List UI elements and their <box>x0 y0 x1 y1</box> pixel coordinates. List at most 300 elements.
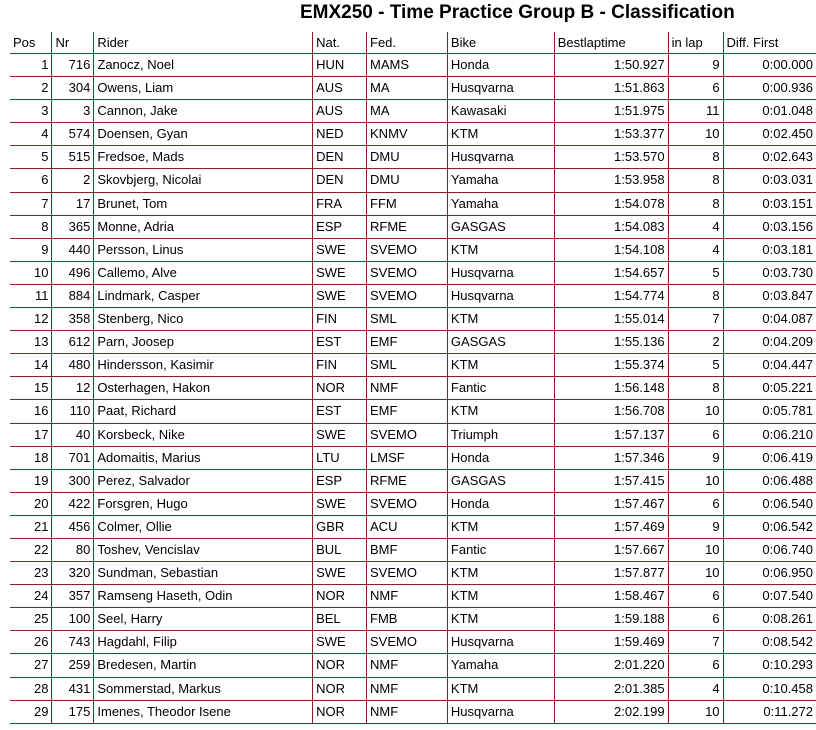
header-rider: Rider <box>94 32 313 54</box>
table-row <box>10 585 816 608</box>
cell-nr: 716 <box>52 54 94 77</box>
cell-nat: SWE <box>313 423 367 446</box>
cell-nat: ESP <box>313 469 367 492</box>
cell-rider: Callemo, Alve <box>94 261 313 284</box>
cell-fed: SVEMO <box>367 423 448 446</box>
cell-bike: Husqvarna <box>447 284 554 307</box>
cell-in-lap: 10 <box>668 400 723 423</box>
cell-in-lap: 2 <box>668 331 723 354</box>
cell-bike: KTM <box>447 515 554 538</box>
cell-nr: 440 <box>52 238 94 261</box>
cell-nr: 40 <box>52 423 94 446</box>
table-row <box>10 215 816 238</box>
cell-nr: 743 <box>52 631 94 654</box>
cell-diff-first: 0:03.031 <box>723 169 816 192</box>
cell-fed: RFME <box>367 215 448 238</box>
cell-nat: BUL <box>313 538 367 561</box>
cell-diff-first: 0:01.048 <box>723 100 816 123</box>
cell-nr: 884 <box>52 284 94 307</box>
cell-fed: FMB <box>367 608 448 631</box>
table-row <box>10 192 816 215</box>
cell-pos: 15 <box>10 377 52 400</box>
cell-diff-first: 0:06.210 <box>723 423 816 446</box>
cell-rider: Persson, Linus <box>94 238 313 261</box>
cell-pos: 29 <box>10 700 52 723</box>
cell-nat: NOR <box>313 654 367 677</box>
cell-rider: Hindersson, Kasimir <box>94 354 313 377</box>
cell-nr: 480 <box>52 354 94 377</box>
cell-diff-first: 0:10.293 <box>723 654 816 677</box>
cell-nat: NOR <box>313 677 367 700</box>
cell-rider: Perez, Salvador <box>94 469 313 492</box>
cell-pos: 9 <box>10 238 52 261</box>
cell-bestlaptime: 1:53.570 <box>554 146 668 169</box>
cell-rider: Skovbjerg, Nicolai <box>94 169 313 192</box>
table-row <box>10 631 816 654</box>
cell-nat: NOR <box>313 585 367 608</box>
cell-fed: SVEMO <box>367 238 448 261</box>
cell-bestlaptime: 1:59.469 <box>554 631 668 654</box>
cell-bestlaptime: 1:57.877 <box>554 562 668 585</box>
header-fed: Fed. <box>367 32 448 54</box>
cell-pos: 8 <box>10 215 52 238</box>
cell-nat: FIN <box>313 308 367 331</box>
cell-diff-first: 0:03.156 <box>723 215 816 238</box>
cell-nr: 320 <box>52 562 94 585</box>
table-row <box>10 354 816 377</box>
cell-bestlaptime: 1:54.083 <box>554 215 668 238</box>
cell-in-lap: 9 <box>668 54 723 77</box>
cell-pos: 22 <box>10 538 52 561</box>
cell-diff-first: 0:08.542 <box>723 631 816 654</box>
cell-pos: 16 <box>10 400 52 423</box>
cell-nat: FIN <box>313 354 367 377</box>
cell-bike: Kawasaki <box>447 100 554 123</box>
cell-nr: 175 <box>52 700 94 723</box>
cell-nat: SWE <box>313 284 367 307</box>
cell-bike: Husqvarna <box>447 146 554 169</box>
cell-rider: Hagdahl, Filip <box>94 631 313 654</box>
cell-bike: KTM <box>447 585 554 608</box>
cell-rider: Stenberg, Nico <box>94 308 313 331</box>
cell-nr: 515 <box>52 146 94 169</box>
cell-bestlaptime: 1:57.346 <box>554 446 668 469</box>
cell-bestlaptime: 2:01.220 <box>554 654 668 677</box>
cell-diff-first: 0:02.643 <box>723 146 816 169</box>
cell-bike: Husqvarna <box>447 77 554 100</box>
table-row <box>10 700 816 723</box>
cell-diff-first: 0:06.419 <box>723 446 816 469</box>
cell-fed: MAMS <box>367 54 448 77</box>
cell-nat: GBR <box>313 515 367 538</box>
cell-nat: DEN <box>313 169 367 192</box>
table-row <box>10 400 816 423</box>
cell-bike: GASGAS <box>447 469 554 492</box>
cell-bestlaptime: 1:54.078 <box>554 192 668 215</box>
cell-fed: SVEMO <box>367 284 448 307</box>
cell-diff-first: 0:11.272 <box>723 700 816 723</box>
table-row <box>10 77 816 100</box>
cell-nat: SWE <box>313 492 367 515</box>
cell-nr: 3 <box>52 100 94 123</box>
cell-nr: 259 <box>52 654 94 677</box>
cell-pos: 4 <box>10 123 52 146</box>
cell-rider: Doensen, Gyan <box>94 123 313 146</box>
cell-pos: 28 <box>10 677 52 700</box>
cell-bike: KTM <box>447 562 554 585</box>
cell-fed: NMF <box>367 654 448 677</box>
cell-bike: Yamaha <box>447 169 554 192</box>
cell-rider: Brunet, Tom <box>94 192 313 215</box>
cell-fed: SVEMO <box>367 562 448 585</box>
table-row <box>10 308 816 331</box>
cell-nat: SWE <box>313 261 367 284</box>
cell-nat: FRA <box>313 192 367 215</box>
cell-bike: Honda <box>447 54 554 77</box>
cell-nr: 358 <box>52 308 94 331</box>
cell-bike: Husqvarna <box>447 700 554 723</box>
cell-rider: Parn, Joosep <box>94 331 313 354</box>
cell-in-lap: 5 <box>668 354 723 377</box>
cell-bestlaptime: 1:50.927 <box>554 54 668 77</box>
header-pos: Pos <box>10 32 52 54</box>
cell-nr: 365 <box>52 215 94 238</box>
cell-nr: 100 <box>52 608 94 631</box>
cell-diff-first: 0:02.450 <box>723 123 816 146</box>
cell-rider: Sundman, Sebastian <box>94 562 313 585</box>
cell-in-lap: 8 <box>668 284 723 307</box>
cell-fed: EMF <box>367 331 448 354</box>
table-row <box>10 492 816 515</box>
table-row <box>10 377 816 400</box>
cell-pos: 11 <box>10 284 52 307</box>
table-row <box>10 608 816 631</box>
cell-nat: NOR <box>313 377 367 400</box>
cell-bestlaptime: 1:54.108 <box>554 238 668 261</box>
cell-bike: KTM <box>447 677 554 700</box>
cell-bestlaptime: 1:57.667 <box>554 538 668 561</box>
cell-in-lap: 10 <box>668 700 723 723</box>
cell-nat: DEN <box>313 146 367 169</box>
cell-bestlaptime: 1:55.136 <box>554 331 668 354</box>
cell-bike: Husqvarna <box>447 261 554 284</box>
cell-bestlaptime: 1:56.708 <box>554 400 668 423</box>
cell-fed: NMF <box>367 677 448 700</box>
cell-in-lap: 9 <box>668 446 723 469</box>
cell-in-lap: 6 <box>668 423 723 446</box>
table-row <box>10 562 816 585</box>
cell-diff-first: 0:05.781 <box>723 400 816 423</box>
cell-fed: SVEMO <box>367 631 448 654</box>
cell-rider: Bredesen, Martin <box>94 654 313 677</box>
cell-diff-first: 0:00.000 <box>723 54 816 77</box>
cell-diff-first: 0:03.181 <box>723 238 816 261</box>
cell-pos: 26 <box>10 631 52 654</box>
cell-bike: KTM <box>447 308 554 331</box>
cell-nr: 357 <box>52 585 94 608</box>
cell-rider: Zanocz, Noel <box>94 54 313 77</box>
cell-rider: Cannon, Jake <box>94 100 313 123</box>
table-row <box>10 54 816 77</box>
cell-rider: Ramseng Haseth, Odin <box>94 585 313 608</box>
cell-fed: DMU <box>367 146 448 169</box>
cell-bestlaptime: 1:53.377 <box>554 123 668 146</box>
header-diff-first: Diff. First <box>723 32 816 54</box>
cell-nat: AUS <box>313 77 367 100</box>
cell-diff-first: 0:06.542 <box>723 515 816 538</box>
cell-diff-first: 0:08.261 <box>723 608 816 631</box>
cell-bike: KTM <box>447 354 554 377</box>
cell-fed: MA <box>367 77 448 100</box>
cell-fed: NMF <box>367 377 448 400</box>
cell-rider: Forsgren, Hugo <box>94 492 313 515</box>
cell-nr: 17 <box>52 192 94 215</box>
cell-nr: 422 <box>52 492 94 515</box>
cell-bike: KTM <box>447 123 554 146</box>
cell-rider: Seel, Harry <box>94 608 313 631</box>
cell-in-lap: 4 <box>668 677 723 700</box>
cell-bike: Yamaha <box>447 654 554 677</box>
cell-nat: ESP <box>313 215 367 238</box>
cell-in-lap: 8 <box>668 192 723 215</box>
cell-pos: 20 <box>10 492 52 515</box>
cell-nat: EST <box>313 400 367 423</box>
cell-rider: Colmer, Ollie <box>94 515 313 538</box>
cell-pos: 1 <box>10 54 52 77</box>
cell-in-lap: 4 <box>668 238 723 261</box>
cell-pos: 21 <box>10 515 52 538</box>
cell-in-lap: 6 <box>668 492 723 515</box>
table-row <box>10 654 816 677</box>
cell-pos: 13 <box>10 331 52 354</box>
cell-rider: Lindmark, Casper <box>94 284 313 307</box>
cell-fed: MA <box>367 100 448 123</box>
cell-nr: 80 <box>52 538 94 561</box>
cell-diff-first: 0:05.221 <box>723 377 816 400</box>
cell-pos: 25 <box>10 608 52 631</box>
table-row <box>10 446 816 469</box>
cell-rider: Fredsoe, Mads <box>94 146 313 169</box>
table-row <box>10 469 816 492</box>
cell-nat: BEL <box>313 608 367 631</box>
header-bike: Bike <box>447 32 554 54</box>
cell-bestlaptime: 1:57.467 <box>554 492 668 515</box>
cell-pos: 14 <box>10 354 52 377</box>
cell-fed: NMF <box>367 700 448 723</box>
cell-nat: NED <box>313 123 367 146</box>
cell-in-lap: 9 <box>668 515 723 538</box>
cell-diff-first: 0:03.730 <box>723 261 816 284</box>
cell-bestlaptime: 1:54.657 <box>554 261 668 284</box>
cell-in-lap: 8 <box>668 169 723 192</box>
cell-bestlaptime: 2:02.199 <box>554 700 668 723</box>
table-row <box>10 100 816 123</box>
cell-in-lap: 6 <box>668 77 723 100</box>
cell-in-lap: 7 <box>668 308 723 331</box>
table-row <box>10 538 816 561</box>
table-row <box>10 169 816 192</box>
cell-nr: 574 <box>52 123 94 146</box>
cell-bike: Honda <box>447 492 554 515</box>
cell-nr: 496 <box>52 261 94 284</box>
cell-pos: 6 <box>10 169 52 192</box>
cell-diff-first: 0:03.151 <box>723 192 816 215</box>
cell-fed: DMU <box>367 169 448 192</box>
cell-rider: Paat, Richard <box>94 400 313 423</box>
cell-diff-first: 0:06.740 <box>723 538 816 561</box>
cell-bike: KTM <box>447 400 554 423</box>
cell-rider: Osterhagen, Hakon <box>94 377 313 400</box>
cell-bestlaptime: 1:59.188 <box>554 608 668 631</box>
cell-pos: 18 <box>10 446 52 469</box>
cell-nr: 12 <box>52 377 94 400</box>
table-header-row <box>10 32 816 54</box>
cell-nat: SWE <box>313 238 367 261</box>
cell-fed: KNMV <box>367 123 448 146</box>
classification-table <box>10 32 816 724</box>
cell-in-lap: 6 <box>668 654 723 677</box>
cell-fed: EMF <box>367 400 448 423</box>
cell-bestlaptime: 1:51.863 <box>554 77 668 100</box>
cell-fed: ACU <box>367 515 448 538</box>
cell-fed: LMSF <box>367 446 448 469</box>
cell-nr: 431 <box>52 677 94 700</box>
cell-in-lap: 4 <box>668 215 723 238</box>
cell-bestlaptime: 1:56.148 <box>554 377 668 400</box>
cell-nr: 304 <box>52 77 94 100</box>
cell-in-lap: 10 <box>668 469 723 492</box>
table-row <box>10 238 816 261</box>
cell-rider: Adomaitis, Marius <box>94 446 313 469</box>
cell-bestlaptime: 1:57.137 <box>554 423 668 446</box>
cell-bike: Yamaha <box>447 192 554 215</box>
cell-diff-first: 0:06.540 <box>723 492 816 515</box>
cell-nr: 612 <box>52 331 94 354</box>
cell-nat: SWE <box>313 562 367 585</box>
table-row <box>10 123 816 146</box>
table-row <box>10 146 816 169</box>
cell-nat: HUN <box>313 54 367 77</box>
cell-bestlaptime: 1:55.374 <box>554 354 668 377</box>
cell-bestlaptime: 2:01.385 <box>554 677 668 700</box>
cell-in-lap: 6 <box>668 608 723 631</box>
header-nat: Nat. <box>313 32 367 54</box>
cell-nr: 701 <box>52 446 94 469</box>
cell-fed: FFM <box>367 192 448 215</box>
header-in-lap: in lap <box>668 32 723 54</box>
cell-bike: Fantic <box>447 538 554 561</box>
cell-diff-first: 0:04.087 <box>723 308 816 331</box>
cell-diff-first: 0:03.847 <box>723 284 816 307</box>
cell-diff-first: 0:00.936 <box>723 77 816 100</box>
cell-fed: NMF <box>367 585 448 608</box>
table-row <box>10 677 816 700</box>
cell-bestlaptime: 1:55.014 <box>554 308 668 331</box>
table-row <box>10 261 816 284</box>
cell-fed: SML <box>367 308 448 331</box>
cell-nr: 300 <box>52 469 94 492</box>
cell-rider: Toshev, Vencislav <box>94 538 313 561</box>
cell-bike: KTM <box>447 608 554 631</box>
cell-fed: SML <box>367 354 448 377</box>
cell-bike: KTM <box>447 238 554 261</box>
cell-fed: SVEMO <box>367 261 448 284</box>
table-row <box>10 515 816 538</box>
cell-nat: LTU <box>313 446 367 469</box>
cell-in-lap: 11 <box>668 100 723 123</box>
cell-bestlaptime: 1:57.415 <box>554 469 668 492</box>
cell-pos: 2 <box>10 77 52 100</box>
cell-bike: Honda <box>447 446 554 469</box>
header-nr: Nr <box>52 32 94 54</box>
cell-nr: 110 <box>52 400 94 423</box>
cell-fed: SVEMO <box>367 492 448 515</box>
cell-pos: 12 <box>10 308 52 331</box>
cell-nat: EST <box>313 331 367 354</box>
cell-nat: AUS <box>313 100 367 123</box>
cell-in-lap: 5 <box>668 261 723 284</box>
cell-pos: 17 <box>10 423 52 446</box>
cell-diff-first: 0:10.458 <box>723 677 816 700</box>
cell-bike: Husqvarna <box>447 631 554 654</box>
cell-diff-first: 0:04.447 <box>723 354 816 377</box>
cell-diff-first: 0:07.540 <box>723 585 816 608</box>
cell-diff-first: 0:06.950 <box>723 562 816 585</box>
cell-in-lap: 8 <box>668 377 723 400</box>
cell-bestlaptime: 1:51.975 <box>554 100 668 123</box>
cell-nat: NOR <box>313 700 367 723</box>
cell-diff-first: 0:04.209 <box>723 331 816 354</box>
cell-in-lap: 6 <box>668 585 723 608</box>
cell-in-lap: 10 <box>668 123 723 146</box>
cell-bestlaptime: 1:58.467 <box>554 585 668 608</box>
cell-fed: BMF <box>367 538 448 561</box>
cell-bike: GASGAS <box>447 215 554 238</box>
cell-bike: Triumph <box>447 423 554 446</box>
cell-rider: Owens, Liam <box>94 77 313 100</box>
cell-rider: Korsbeck, Nike <box>94 423 313 446</box>
page-title: EMX250 - Time Practice Group B - Classification <box>300 2 735 23</box>
cell-pos: 23 <box>10 562 52 585</box>
cell-pos: 3 <box>10 100 52 123</box>
table-row <box>10 331 816 354</box>
cell-rider: Sommerstad, Markus <box>94 677 313 700</box>
cell-bestlaptime: 1:57.469 <box>554 515 668 538</box>
cell-fed: RFME <box>367 469 448 492</box>
cell-in-lap: 7 <box>668 631 723 654</box>
cell-diff-first: 0:06.488 <box>723 469 816 492</box>
cell-pos: 19 <box>10 469 52 492</box>
cell-nr: 2 <box>52 169 94 192</box>
table-row <box>10 284 816 307</box>
cell-in-lap: 8 <box>668 146 723 169</box>
cell-bestlaptime: 1:54.774 <box>554 284 668 307</box>
cell-pos: 24 <box>10 585 52 608</box>
cell-pos: 10 <box>10 261 52 284</box>
cell-in-lap: 10 <box>668 562 723 585</box>
cell-rider: Monne, Adria <box>94 215 313 238</box>
cell-bike: Fantic <box>447 377 554 400</box>
header-bestlaptime: Bestlaptime <box>554 32 668 54</box>
cell-bestlaptime: 1:53.958 <box>554 169 668 192</box>
cell-nr: 456 <box>52 515 94 538</box>
cell-bike: GASGAS <box>447 331 554 354</box>
cell-pos: 27 <box>10 654 52 677</box>
cell-rider: Imenes, Theodor Isene <box>94 700 313 723</box>
cell-in-lap: 10 <box>668 538 723 561</box>
cell-nat: SWE <box>313 631 367 654</box>
table-row <box>10 423 816 446</box>
